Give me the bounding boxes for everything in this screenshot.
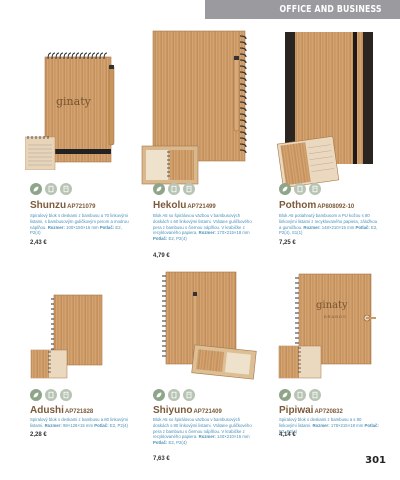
print-value: E2, P2(4) xyxy=(168,440,187,446)
size-label: Rozmer: xyxy=(312,422,330,428)
hekolu-product-image xyxy=(140,28,255,188)
notebook-icon xyxy=(168,183,180,195)
notebook-icon xyxy=(45,183,57,195)
description-text: Blok A5 potiahnutý bambusom a PU kožou s 80 linkovými listami z recyklovaného papiera, záložkou a gumičkou. xyxy=(279,213,378,230)
product-code: AP721409 xyxy=(193,409,222,415)
description-text: Blok A5 so špirálovou väzbou v bambusových doskách s 80 linkovými listami. Vrátane guličkového pera z bambusu s čiernou náplňou. V krabičke z recyklovaného papiera. xyxy=(153,417,252,440)
eco-leaf-icon xyxy=(153,183,165,195)
product-name: Pothom xyxy=(279,200,317,211)
size-value: 98×128×15 mm xyxy=(62,422,94,428)
print-label: Potlač: xyxy=(355,224,370,230)
product-code: AP721499 xyxy=(187,204,216,210)
pothom-product-image xyxy=(275,28,380,188)
shunzu-logo-text: ginaty xyxy=(56,95,91,108)
adushi-description xyxy=(30,417,130,429)
section-title: OFFICE AND BUSINESS xyxy=(279,4,382,15)
product-code: AP808092-10 xyxy=(317,204,355,210)
adushi-title xyxy=(30,405,93,416)
pipiwai-logo-text: ginaty xyxy=(316,300,348,311)
pipiwai-product-image xyxy=(277,268,377,383)
notebook-icon xyxy=(168,389,180,401)
product-name: Shiyuno xyxy=(153,405,193,416)
print-label: Potlač: xyxy=(153,440,168,446)
adushi-price: 2,28 € xyxy=(30,432,47,438)
eco-leaf-icon xyxy=(153,389,165,401)
shiyuno-product-image xyxy=(148,268,260,383)
hekolu-description xyxy=(153,213,253,242)
size-label: Rozmer: xyxy=(303,224,321,230)
shiyuno-title xyxy=(153,405,222,416)
adushi-product-image xyxy=(28,290,118,380)
product-name: Shunzu xyxy=(30,200,67,211)
size-value: 178×215×18 mm xyxy=(330,422,364,428)
product-name: Adushi xyxy=(30,405,64,416)
print-label: Potlač: xyxy=(153,236,168,242)
recycled-paper-icon xyxy=(183,389,195,401)
shunzu-description xyxy=(30,213,130,236)
size-label: Rozmer: xyxy=(198,434,216,440)
description-text: Spiralový blok s deskami z bambusu a 70 linkovými listami, s bambusovým guličkovým perom a modrou náplňou. xyxy=(30,213,129,230)
pipiwai-logo-subtext: BRANDS xyxy=(324,314,347,319)
description-text: Blok A5 so špirálovou väzbou v bambusových doskách s 60 linkovými listami. Vrátane guličkového pera z bambusu s čiernou náplňou. V krabičke z recyklovaného papiera. xyxy=(153,213,252,236)
shunzu-title xyxy=(30,200,95,211)
size-value: 170×215×18 mm xyxy=(217,230,250,236)
hekolu-price: 4,79 € xyxy=(153,253,170,259)
product-code: AP721828 xyxy=(64,409,94,415)
recycled-paper-icon xyxy=(309,389,321,401)
pothom-price: 7,25 € xyxy=(279,240,296,246)
eco-leaf-icon xyxy=(30,183,42,195)
pothom-title xyxy=(279,200,354,211)
size-value: 148×210×15 mm xyxy=(321,224,355,230)
pipiwai-feature-icons xyxy=(279,389,321,401)
print-value: E2, P2(4) xyxy=(168,236,187,242)
shunzu-feature-icons xyxy=(30,183,72,195)
description-text: Spiralový blok s deskami z bambusu a s 80 linkovými listami. xyxy=(279,417,362,428)
recycled-paper-icon xyxy=(309,183,321,195)
size-label: Rozmer: xyxy=(198,230,216,236)
page-number: 301 xyxy=(365,455,386,466)
print-value: E2, P2(4), S1(1) xyxy=(279,224,378,236)
size-value: 100×150×16 mm xyxy=(66,224,99,230)
description-text: Spiralový blok s deskami z bambusu a 80 linkovými listami. xyxy=(30,417,128,428)
pothom-description xyxy=(279,213,379,236)
print-label: Potlač: xyxy=(99,224,115,230)
eco-leaf-icon xyxy=(30,389,42,401)
pipiwai-title xyxy=(279,405,343,416)
eco-leaf-icon xyxy=(279,183,291,195)
size-label: Rozmer: xyxy=(44,422,62,428)
notebook-icon xyxy=(45,389,57,401)
eco-leaf-icon xyxy=(279,389,291,401)
shiyuno-feature-icons xyxy=(153,389,195,401)
print-value: E2, P2(4) xyxy=(109,422,128,428)
pipiwai-price: 4,14 € xyxy=(279,432,296,438)
print-value: E2, P2(4) xyxy=(30,224,122,236)
product-code: AP721079 xyxy=(67,204,96,210)
shunzu-price: 2,43 € xyxy=(30,240,47,246)
hekolu-title xyxy=(153,200,216,211)
notebook-icon xyxy=(294,389,306,401)
product-name: Pipiwai xyxy=(279,405,314,416)
print-label: Potlač: xyxy=(364,422,379,428)
section-header-bar xyxy=(205,0,400,19)
notebook-icon xyxy=(294,183,306,195)
recycled-paper-icon xyxy=(60,183,72,195)
size-label: Rozmer: xyxy=(47,224,65,230)
shiyuno-price: 7,63 € xyxy=(153,456,170,462)
recycled-paper-icon xyxy=(183,183,195,195)
print-value: E2, P2(4) xyxy=(279,428,298,434)
shiyuno-description xyxy=(153,417,253,446)
size-value: 140×210×15 mm xyxy=(217,434,250,440)
product-code: AP720832 xyxy=(314,409,343,415)
product-name: Hekolu xyxy=(153,200,187,211)
print-label: Potlač: xyxy=(94,422,109,428)
pothom-feature-icons xyxy=(279,183,321,195)
recycled-paper-icon xyxy=(60,389,72,401)
hekolu-feature-icons xyxy=(153,183,195,195)
adushi-feature-icons xyxy=(30,389,72,401)
